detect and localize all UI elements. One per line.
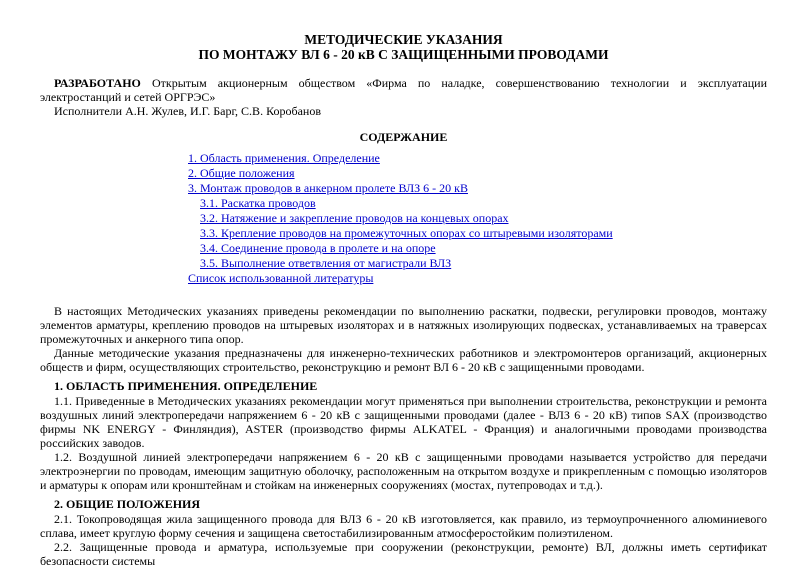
section-1-paragraph-2: 1.2. Воздушной линией электропередачи напряжением 6 - 20 кВ с защищенными проводами называется устройство для передачи электроэнергии по проводам, имеющим защитную оболочку, расположенным на открытом воздухе и прикрепленным с помощью изоляторов и арматуры к опорам или кронштейнам и стойкам на инженерных сооружениях (мостах, путепроводах и т.д.). <box>40 450 767 492</box>
title-line-2: ПО МОНТАЖУ ВЛ 6 - 20 кВ С ЗАЩИЩЕННЫМИ ПРОВОДАМИ <box>198 47 609 62</box>
toc-link-references[interactable]: Список использованной литературы <box>188 271 374 285</box>
intro-paragraph-1: В настоящих Методических указаниях приведены рекомендации по выполнению раскатки, подвески, регулировки проводов, монтажу элементов арматуры, креплению проводов на штыревых изоляторах и в натяжных изолирующих подвесках, устанавливаемых на траверсах промежуточных и анкерного типа опор. <box>40 304 767 346</box>
toc-link-section-3-5[interactable]: 3.5. Выполнение ответвления от магистрали ВЛЗ <box>200 256 452 270</box>
table-of-contents <box>188 151 767 286</box>
section-2-paragraph-2: 2.2. Защищенные провода и арматура, используемые при сооружении (реконструкции, ремонте) ВЛ, должны иметь сертификат безопасности системы <box>40 540 767 568</box>
toc-link-section-3-4[interactable]: 3.4. Соединение провода в пролете и на опоре <box>200 241 436 255</box>
intro-paragraph-2: Данные методические указания предназначены для инженерно-технических работников и электромонтеров организаций, акционерных обществ и фирм, осуществляющих строительство, реконструкцию и ремонт ВЛ 6 - 20 кВ с защищенными проводами. <box>40 346 767 374</box>
toc-link-section-2[interactable]: 2. Общие положения <box>188 166 295 180</box>
executors-line: Исполнители А.Н. Жулев, И.Г. Барг, С.В. Коробанов <box>54 104 321 118</box>
section-1-paragraph-1: 1.1. Приведенные в Методических указаниях рекомендации могут применяться при выполнении строительства, реконструкции и ремонта воздушных линий электропередачи напряжением 6 - 20 кВ с защищенными проводами (далее - ВЛЗ 6 - 20 кВ) типов SAX (производство фирмы NK ENERGY - Финляндия), ASTER (производство фирмы ALKATEL - Франция) и аналогичными проводами производства российских заводов. <box>40 394 767 450</box>
developer-label: РАЗРАБОТАНО <box>54 76 141 90</box>
toc-link-section-3[interactable]: 3. Монтаж проводов в анкерном пролете ВЛЗ 6 - 20 кВ <box>188 181 468 195</box>
toc-link-section-1[interactable]: 1. Область применения. Определение <box>188 151 380 165</box>
developer-text: Открытым акционерным обществом «Фирма по наладке, совершенствованию технологии и эксплуатации электростанций и сетей ОРГРЭС» <box>40 76 767 104</box>
section-2-paragraph-1: 2.1. Токопроводящая жила защищенного провода для ВЛЗ 6 - 20 кВ изготовляется, как правило, из термоупрочненного алюминиевого сплава, имеет круглую форму сечения и защищена светостабилизированным атмосферостойким полиэтиленом. <box>40 512 767 540</box>
document-title <box>40 32 767 62</box>
toc-link-section-3-3[interactable]: 3.3. Крепление проводов на промежуточных опорах со штыревыми изоляторами <box>200 226 613 240</box>
toc-link-section-3-1[interactable]: 3.1. Раскатка проводов <box>200 196 316 210</box>
toc-heading: СОДЕРЖАНИЕ <box>359 130 448 144</box>
section-1-heading: 1. ОБЛАСТЬ ПРИМЕНЕНИЯ. ОПРЕДЕЛЕНИЕ <box>54 379 318 393</box>
developer-paragraph <box>40 76 767 104</box>
toc-link-section-3-2[interactable]: 3.2. Натяжение и закрепление проводов на концевых опорах <box>200 211 509 225</box>
title-line-1: МЕТОДИЧЕСКИЕ УКАЗАНИЯ <box>304 32 503 47</box>
section-2-heading: 2. ОБЩИЕ ПОЛОЖЕНИЯ <box>54 497 201 511</box>
